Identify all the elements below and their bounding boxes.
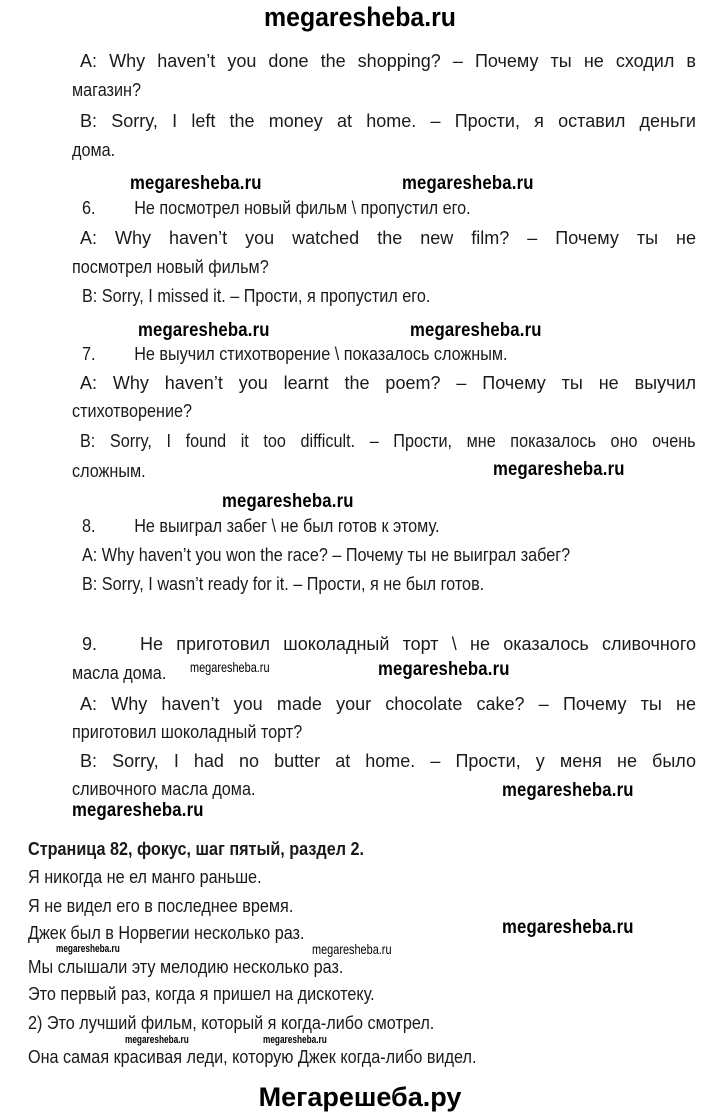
item6-answer-a-line2: посмотрел новый фильм?	[72, 257, 269, 277]
watermark: megaresheba.ru	[72, 800, 204, 821]
section-line: Я никогда не ел манго раньше.	[28, 867, 262, 887]
item8-number: 8.	[82, 516, 96, 536]
watermark: megaresheba.ru	[493, 459, 625, 480]
watermark: megaresheba.ru	[378, 659, 510, 680]
item5-answer-a-line2: магазин?	[72, 80, 141, 100]
item6-answer-b-line1: B: Sorry, I missed it. – Прости, я пропустил его.	[82, 286, 431, 306]
item7-answer-a-line1: A: Why haven’t you learnt the poem? – Почему ты не выучил	[80, 373, 696, 393]
watermark: megaresheba.ru	[410, 320, 542, 341]
item8-answer-a-line1: A: Why haven’t you won the race? – Почему ты не выиграл забег?	[82, 545, 571, 565]
watermark-tiny: megaresheba.ru	[56, 943, 120, 955]
item9-answer-b-line1: B: Sorry, I had no butter at home. – Прости, у меня не было	[80, 751, 696, 771]
header-watermark: megaresheba.ru	[264, 2, 456, 32]
section-line: Это первый раз, когда я пришел на дискотеку.	[28, 984, 375, 1004]
item9-prompt-text: Не приготовил шоколадный торт \ не оказалось сливочного	[140, 634, 696, 654]
watermark: megaresheba.ru	[130, 173, 262, 194]
watermark: megaresheba.ru	[222, 491, 354, 512]
item6-prompt-text: Не посмотрел новый фильм \ пропустил его.	[134, 198, 471, 218]
item7-prompt	[82, 343, 508, 365]
section-line: Мы слышали эту мелодию несколько раз.	[28, 957, 344, 977]
item5-answer-b-line1: B: Sorry, I left the money at home. – Прости, я оставил деньги	[80, 111, 696, 131]
section-line: Я не видел его в последнее время.	[28, 896, 294, 916]
item5-answer-b-line2: дома.	[72, 140, 116, 160]
watermark: megaresheba.ru	[138, 320, 270, 341]
watermark-tiny: megaresheba.ru	[125, 1034, 189, 1046]
watermark: megaresheba.ru	[402, 173, 534, 194]
item8-prompt-text: Не выиграл забег \ не был готов к этому.	[134, 516, 440, 536]
item9-prompt-line2: масла дома.	[72, 663, 167, 683]
section-line: 2) Это лучший фильм, который я когда-либо смотрел.	[28, 1013, 435, 1033]
item9-answer-a-line2: приготовил шоколадный торт?	[72, 722, 303, 742]
item7-answer-a-line2: стихотворение?	[72, 401, 193, 421]
item5-answer-a-line1: A: Why haven’t you done the shopping? – Почему ты не сходил в	[80, 51, 696, 71]
item9-answer-b-line2: сливочного масла дома.	[72, 779, 256, 799]
item9-prompt-line1	[82, 633, 696, 655]
section-line: Она самая красивая леди, которую Джек когда-либо видел.	[28, 1047, 477, 1067]
item7-answer-b-line1: B: Sorry, I found it too difficult. – Прости, мне показалось оно очень	[80, 431, 696, 451]
item8-answer-b-line1: B: Sorry, I wasn’t ready for it. – Прости, я не был готов.	[82, 574, 485, 594]
watermark-tiny: megaresheba.ru	[263, 1034, 327, 1046]
watermark-small: megaresheba.ru	[190, 659, 270, 675]
watermark: megaresheba.ru	[502, 917, 634, 938]
footer-brand: Мегарешеба.ру	[258, 1082, 462, 1112]
item6-answer-a-line1: A: Why haven’t you watched the new film? – Почему ты не	[80, 228, 696, 248]
watermark-small: megaresheba.ru	[312, 941, 392, 957]
item9-number: 9.	[82, 634, 98, 654]
item7-prompt-text: Не выучил стихотворение \ показалось сложным.	[134, 344, 508, 364]
section-line: Джек был в Норвегии несколько раз.	[28, 923, 305, 943]
item7-number: 7.	[82, 344, 96, 364]
item8-prompt	[82, 515, 439, 537]
section-heading: Страница 82, фокус, шаг пятый, раздел 2.	[28, 839, 365, 859]
item6-prompt	[82, 197, 471, 219]
item9-answer-a-line1: A: Why haven’t you made your chocolate cake? – Почему ты не	[80, 694, 696, 714]
watermark: megaresheba.ru	[502, 780, 634, 801]
item6-number: 6.	[82, 198, 96, 218]
item7-answer-b-line2: сложным.	[72, 461, 146, 481]
